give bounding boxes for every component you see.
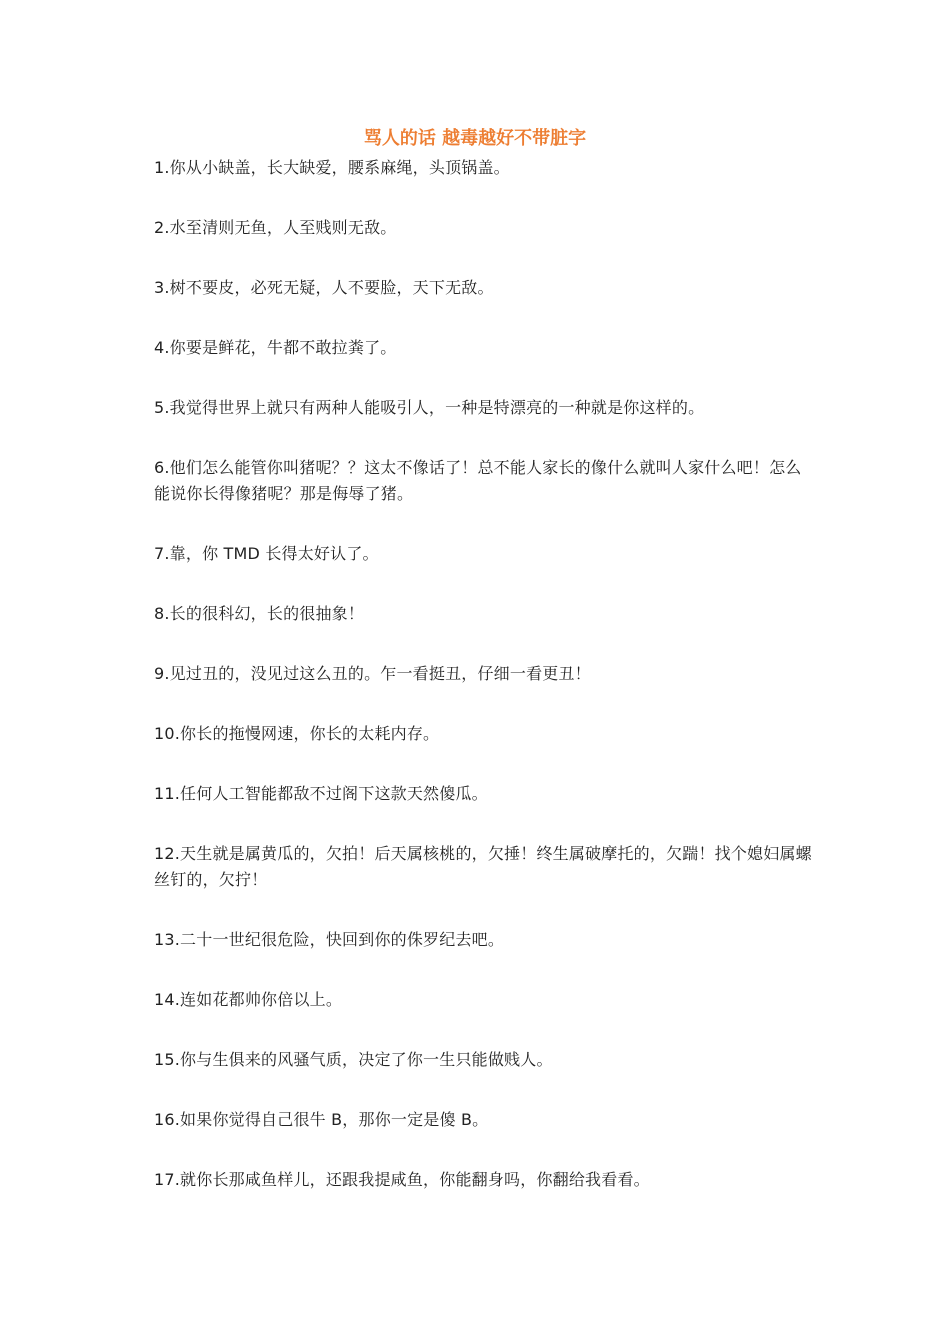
- list-item: 6.他们怎么能管你叫猪呢？？这太不像话了！总不能人家长的像什么就叫人家什么吧！怎么能说你长得像猪呢？那是侮辱了猪。: [154, 458, 802, 503]
- list-item: 14.连如花都帅你倍以上。: [154, 990, 343, 1009]
- insult-list: [154, 155, 814, 1227]
- list-item: 13.二十一世纪很危险，快回到你的侏罗纪去吧。: [154, 930, 505, 949]
- list-item: 12.天生就是属黄瓜的，欠拍！后天属核桃的，欠捶！终生属破摩托的，欠踹！找个媳妇属螺丝钉的，欠拧！: [154, 844, 812, 889]
- page-title: 骂人的话 越毒越好不带脏字: [363, 128, 587, 149]
- list-item: 3.树不要皮，必死无疑，人不要脸，天下无敌。: [154, 278, 494, 297]
- list-item: 4.你要是鲜花，牛都不敢拉粪了。: [154, 338, 397, 357]
- list-item: 2.水至清则无鱼，人至贱则无敌。: [154, 218, 397, 237]
- list-item: 17.就你长那咸鱼样儿，还跟我提咸鱼，你能翻身吗，你翻给我看看。: [154, 1170, 650, 1189]
- list-item: 16.如果你觉得自己很牛 B，那你一定是傻 B。: [154, 1110, 489, 1129]
- list-item: 5.我觉得世界上就只有两种人能吸引人，一种是特漂亮的一种就是你这样的。: [154, 398, 705, 417]
- list-item: 15.你与生俱来的风骚气质，决定了你一生只能做贱人。: [154, 1050, 553, 1069]
- list-item: 11.任何人工智能都敌不过阁下这款天然傻瓜。: [154, 784, 488, 803]
- list-item: 9.见过丑的，没见过这么丑的。乍一看挺丑，仔细一看更丑！: [154, 664, 591, 683]
- list-item: 1.你从小缺盖，长大缺爱，腰系麻绳，头顶锅盖。: [154, 158, 510, 177]
- list-item: 7.靠，你 TMD 长得太好认了。: [154, 544, 379, 563]
- list-item: 10.你长的拖慢网速，你长的太耗内存。: [154, 724, 440, 743]
- list-item: 8.长的很科幻，长的很抽象！: [154, 604, 365, 623]
